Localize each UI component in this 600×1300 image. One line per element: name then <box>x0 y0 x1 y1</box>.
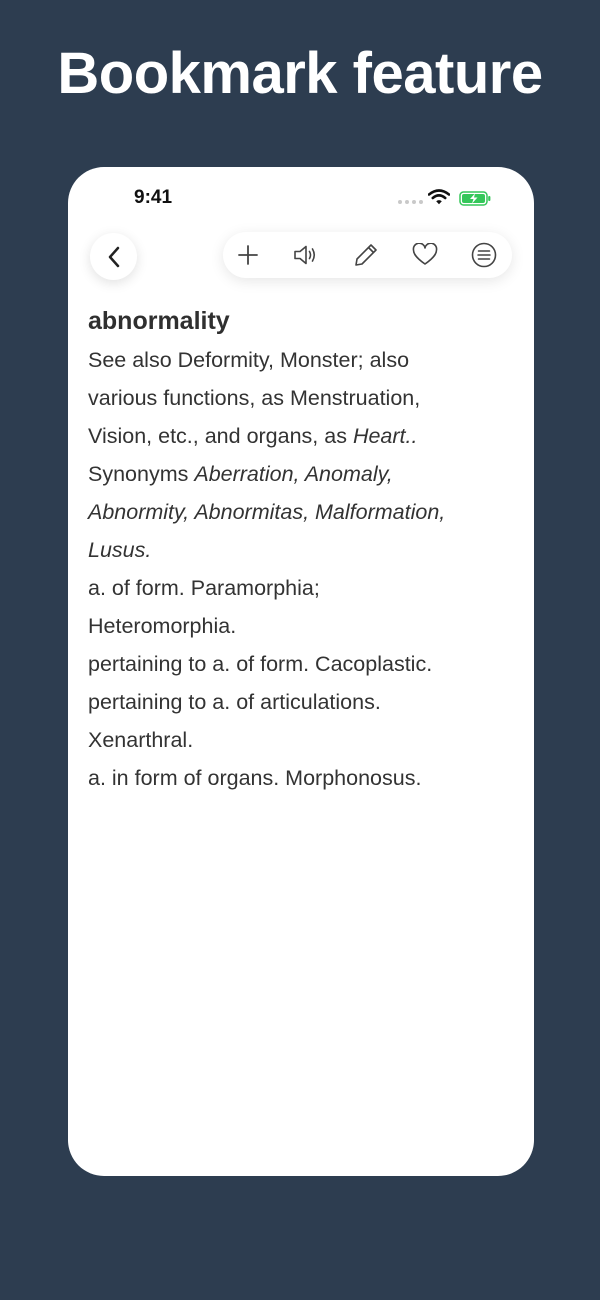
bookmark-button[interactable] <box>410 240 440 270</box>
definition-line: a. in form of organs. Morphonosus. <box>88 766 422 790</box>
definition-line: See also Deformity, Monster; also <box>88 348 410 372</box>
edit-note-button[interactable] <box>351 240 381 270</box>
promo-headline: Bookmark feature <box>57 41 543 106</box>
status-bar <box>68 167 534 227</box>
definition-line: Vision, etc., and organs, as Heart.. <box>88 424 418 448</box>
speaker-icon <box>292 243 320 267</box>
cellular-signal-icon <box>398 200 423 204</box>
pronounce-button[interactable] <box>291 240 321 270</box>
definition-line: pertaining to a. of form. Cacoplastic. <box>88 652 433 676</box>
entry-content <box>88 305 508 797</box>
menu-icon <box>471 242 497 268</box>
definition-line: various functions, as Menstruation, <box>88 386 421 410</box>
add-button[interactable] <box>233 240 263 270</box>
back-button[interactable] <box>90 233 137 280</box>
chevron-left-icon <box>107 246 121 268</box>
plus-icon <box>237 244 259 266</box>
definition-line: pertaining to a. of articulations. <box>88 690 381 714</box>
status-time: 9:41 <box>134 187 173 208</box>
definition-line: Heteromorphia. <box>88 614 237 638</box>
synonyms-line: Lusus. <box>88 538 152 562</box>
entry-toolbar <box>223 232 512 278</box>
definition-line: Xenarthral. <box>88 728 194 752</box>
synonyms-line: Synonyms Aberration, Anomaly, <box>88 462 393 486</box>
battery-charging-icon <box>459 191 491 206</box>
pencil-icon <box>353 242 379 268</box>
heart-icon <box>412 243 438 267</box>
entry-title: abnormality <box>88 307 230 335</box>
phone-screen <box>68 167 534 1176</box>
menu-button[interactable] <box>469 240 499 270</box>
definition-line: a. of form. Paramorphia; <box>88 576 320 600</box>
synonyms-line: Abnormity, Abnormitas, Malformation, <box>88 500 446 524</box>
wifi-icon <box>428 189 450 205</box>
